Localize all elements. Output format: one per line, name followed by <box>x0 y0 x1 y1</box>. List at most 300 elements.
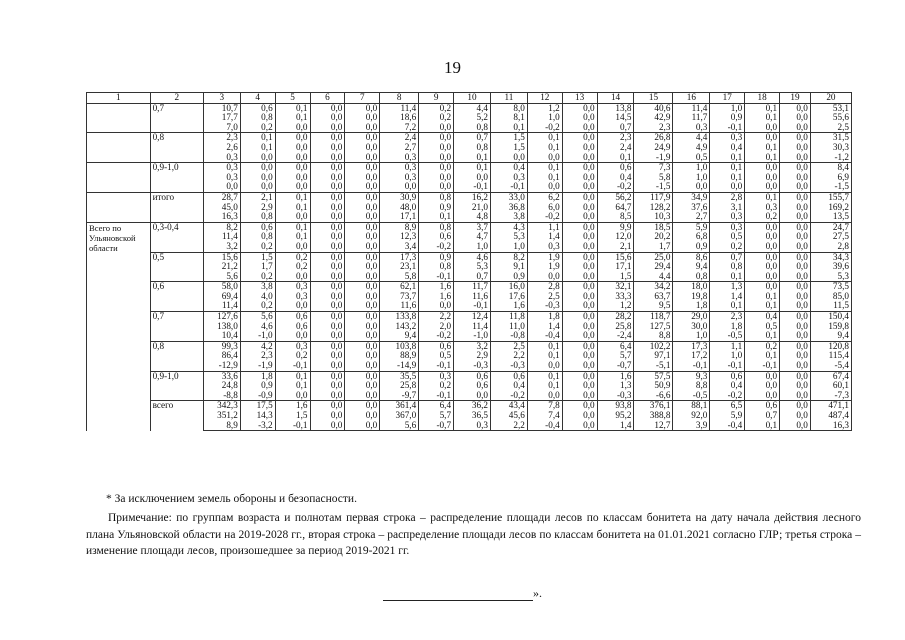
table-cell: 0,4 <box>490 163 527 173</box>
table-cell: 0,1 <box>275 203 310 213</box>
table-cell: 0,1 <box>745 153 780 163</box>
table-cell: 0,0 <box>345 222 380 232</box>
table-cell: 0,6 <box>419 232 454 242</box>
table-cell: 0,3 <box>745 203 780 213</box>
table-cell: 487,4 <box>810 411 851 421</box>
table-cell: 17,1 <box>597 262 634 272</box>
table-cell: 11,8 <box>490 312 527 322</box>
table-row <box>87 133 852 143</box>
table-cell: 5,3 <box>454 262 491 272</box>
table-cell: 0,0 <box>780 192 811 202</box>
table-cell: 0,3 <box>419 371 454 381</box>
table-cell: -0,4 <box>527 421 562 431</box>
table-cell: 2,0 <box>419 322 454 332</box>
table-cell: 0,6 <box>454 371 491 381</box>
table-cell: 0,0 <box>562 351 597 361</box>
table-cell: 35,5 <box>380 371 419 381</box>
table-cell: 0,0 <box>310 123 345 133</box>
table-cell: 0,0 <box>310 262 345 272</box>
region-cell <box>87 153 151 163</box>
table-cell: 0,0 <box>562 312 597 322</box>
column-header: 14 <box>597 93 634 104</box>
table-cell: -0,1 <box>275 361 310 371</box>
table-cell: 0,0 <box>780 163 811 173</box>
table-cell: 0,0 <box>780 252 811 262</box>
table-cell: 0,0 <box>419 163 454 173</box>
table-cell: -0,2 <box>490 391 527 401</box>
table-cell: 7,4 <box>527 411 562 421</box>
table-cell: 18,6 <box>380 113 419 123</box>
table-cell: 0,0 <box>345 262 380 272</box>
table-cell: 0,1 <box>745 331 780 341</box>
table-cell: 0,2 <box>275 262 310 272</box>
table-cell: 25,8 <box>597 322 634 332</box>
table-cell: 351,2 <box>203 411 240 421</box>
table-cell: 18,5 <box>634 222 673 232</box>
table-cell: 10,3 <box>634 212 673 222</box>
table-cell: 0,8 <box>454 143 491 153</box>
table-cell: 0,6 <box>745 401 780 411</box>
table-cell: 53,1 <box>810 103 851 113</box>
table-cell: 0,0 <box>419 173 454 183</box>
region-cell <box>87 143 151 153</box>
table-cell: 471,1 <box>810 401 851 411</box>
table-cell: 0,0 <box>275 133 310 143</box>
table-cell: 1,0 <box>710 351 745 361</box>
table-cell: 0,0 <box>310 322 345 332</box>
group-label: итого <box>150 192 203 222</box>
table-cell: 0,0 <box>562 272 597 282</box>
table-cell: -0,1 <box>673 361 710 371</box>
table-cell: 0,0 <box>562 182 597 192</box>
table-cell: 0,0 <box>275 163 310 173</box>
table-cell: 0,0 <box>345 153 380 163</box>
table-cell: -0,1 <box>419 391 454 401</box>
table-cell: 0,0 <box>562 421 597 431</box>
table-cell: 3,2 <box>203 242 240 252</box>
table-cell: 0,0 <box>780 242 811 252</box>
table-cell: 42,9 <box>634 113 673 123</box>
table-cell: 17,5 <box>240 401 275 411</box>
table-cell: 0,0 <box>562 232 597 242</box>
column-header: 6 <box>310 93 345 104</box>
table-cell: 0,0 <box>745 381 780 391</box>
table-cell: 0,0 <box>780 143 811 153</box>
table-cell: 5,9 <box>710 411 745 421</box>
table-cell: 8,0 <box>490 103 527 113</box>
table-cell: 9,5 <box>634 301 673 311</box>
region-label: Всего по Ульяновской области <box>87 222 151 430</box>
table-cell: 50,9 <box>634 381 673 391</box>
table-cell: 21,0 <box>454 203 491 213</box>
table-cell: 0,0 <box>562 222 597 232</box>
table-cell: 0,0 <box>562 341 597 351</box>
table-cell: -0,3 <box>454 361 491 371</box>
table-cell: 0,0 <box>780 292 811 302</box>
table-cell: 0,0 <box>527 272 562 282</box>
table-cell: -0,9 <box>240 391 275 401</box>
table-cell: 0,0 <box>310 103 345 113</box>
table-cell: 73,7 <box>380 292 419 302</box>
table-cell: 0,0 <box>275 242 310 252</box>
table-cell: 0,0 <box>310 192 345 202</box>
table-cell: 0,0 <box>275 272 310 282</box>
column-header: 7 <box>345 93 380 104</box>
table-cell: 8,2 <box>490 252 527 262</box>
table-cell: 0,0 <box>345 341 380 351</box>
table-cell: 128,2 <box>634 203 673 213</box>
table-cell: 0,2 <box>710 242 745 252</box>
table-cell: 14,3 <box>240 411 275 421</box>
table-cell: 0,0 <box>780 203 811 213</box>
table-cell: 1,8 <box>240 371 275 381</box>
table-cell: 0,0 <box>562 322 597 332</box>
table-cell: 0,0 <box>310 252 345 262</box>
table-cell: 12,0 <box>597 232 634 242</box>
table-cell: 138,0 <box>203 322 240 332</box>
table-cell: 40,6 <box>634 103 673 113</box>
table-cell: 2,2 <box>490 351 527 361</box>
table-cell: 0,0 <box>419 153 454 163</box>
table-cell: 0,2 <box>275 252 310 262</box>
table-cell: 0,0 <box>780 361 811 371</box>
table-cell: 0,0 <box>275 153 310 163</box>
table-cell: 0,0 <box>562 153 597 163</box>
table-cell: 27,5 <box>810 232 851 242</box>
table-cell: 0,0 <box>745 282 780 292</box>
table-cell: 0,0 <box>780 421 811 431</box>
table-cell: 0,0 <box>345 322 380 332</box>
table-cell: 62,1 <box>380 282 419 292</box>
table-cell: 0,0 <box>240 163 275 173</box>
table-cell: 0,0 <box>780 113 811 123</box>
table-cell: 9,9 <box>597 222 634 232</box>
column-header: 1 <box>87 93 151 104</box>
table-cell: 8,2 <box>203 222 240 232</box>
table-cell: 0,5 <box>710 232 745 242</box>
table-cell: 0,8 <box>454 123 491 133</box>
table-cell: 0,0 <box>345 123 380 133</box>
table-cell: 0,6 <box>275 312 310 322</box>
table-cell: 0,0 <box>745 391 780 401</box>
table-cell: -5,4 <box>810 361 851 371</box>
table-cell: 0,1 <box>527 371 562 381</box>
table-cell: 4,6 <box>454 252 491 262</box>
table-cell: 0,0 <box>240 182 275 192</box>
table-cell: 0,0 <box>745 123 780 133</box>
table-cell: 0,3 <box>203 163 240 173</box>
table-cell: 1,7 <box>240 262 275 272</box>
table-cell: 0,5 <box>745 322 780 332</box>
table-cell: 0,0 <box>310 361 345 371</box>
table-cell: 0,1 <box>745 143 780 153</box>
table-cell: -6,6 <box>634 391 673 401</box>
table-cell: 0,4 <box>745 312 780 322</box>
table-cell: 0,0 <box>562 143 597 153</box>
table-cell: 5,3 <box>490 232 527 242</box>
table-cell: 1,0 <box>673 331 710 341</box>
table-cell: 1,0 <box>673 173 710 183</box>
table-cell: 0,6 <box>597 163 634 173</box>
table-cell: 0,0 <box>780 322 811 332</box>
table-row <box>87 103 852 113</box>
table-cell: 1,6 <box>275 401 310 411</box>
table-cell: 13,5 <box>810 212 851 222</box>
table-cell: 5,6 <box>380 421 419 431</box>
table-cell: 15,6 <box>597 252 634 262</box>
signature-line <box>383 590 533 601</box>
table-cell: 0,0 <box>780 331 811 341</box>
table-cell: 0,0 <box>345 212 380 222</box>
table-cell: 57,5 <box>634 371 673 381</box>
table-cell: 5,7 <box>419 411 454 421</box>
table-row <box>87 282 852 292</box>
table-cell: 93,8 <box>597 401 634 411</box>
table-cell: 4,2 <box>240 341 275 351</box>
table-cell: 0,1 <box>275 222 310 232</box>
table-cell: -2,4 <box>597 331 634 341</box>
group-label: 0,9-1,0 <box>150 163 203 193</box>
table-cell: 115,4 <box>810 351 851 361</box>
table-cell: 0,7 <box>597 123 634 133</box>
table-cell: 0,2 <box>419 381 454 391</box>
table-cell: 1,0 <box>454 242 491 252</box>
table-cell: 0,0 <box>745 133 780 143</box>
table-cell: 0,0 <box>345 282 380 292</box>
table-cell: 2,3 <box>634 123 673 133</box>
table-cell: 0,1 <box>710 272 745 282</box>
table-cell: 16,0 <box>490 282 527 292</box>
table-cell: 33,6 <box>203 371 240 381</box>
table-cell: -0,4 <box>527 331 562 341</box>
table-cell: 0,0 <box>310 133 345 143</box>
table-cell: -0,3 <box>490 361 527 371</box>
table-cell: 0,0 <box>310 113 345 123</box>
table-cell: -0,1 <box>710 123 745 133</box>
table-cell: 0,6 <box>275 322 310 332</box>
table-cell: 3,8 <box>490 212 527 222</box>
table-cell: 7,8 <box>527 401 562 411</box>
table-cell: 0,0 <box>780 301 811 311</box>
table-cell: 0,0 <box>527 361 562 371</box>
table-cell: 3,7 <box>454 222 491 232</box>
table-cell: 0,0 <box>780 103 811 113</box>
table-cell: 16,2 <box>454 192 491 202</box>
page-number: 19 <box>444 58 461 77</box>
table-cell: 1,0 <box>710 103 745 113</box>
table-cell: 0,6 <box>240 222 275 232</box>
table-cell: 1,0 <box>527 113 562 123</box>
table-cell: -0,7 <box>419 421 454 431</box>
table-cell: 0,0 <box>310 331 345 341</box>
column-header: 4 <box>240 93 275 104</box>
table-cell: 0,8 <box>673 272 710 282</box>
table-cell: 1,8 <box>710 322 745 332</box>
table-row <box>87 192 852 202</box>
table-cell: 0,0 <box>780 153 811 163</box>
table-cell: 0,9 <box>673 242 710 252</box>
table-cell: 0,0 <box>419 133 454 143</box>
table-cell: 17,6 <box>490 292 527 302</box>
table-cell: 1,6 <box>490 301 527 311</box>
table-cell: 0,1 <box>710 163 745 173</box>
table-cell: 17,2 <box>673 351 710 361</box>
table-cell: 0,0 <box>780 232 811 242</box>
table-cell: 0,0 <box>745 242 780 252</box>
table-cell: 0,0 <box>562 411 597 421</box>
table-cell: 0,8 <box>710 262 745 272</box>
table-cell: 0,1 <box>275 232 310 242</box>
table-cell: 117,9 <box>634 192 673 202</box>
table-cell: 0,1 <box>527 351 562 361</box>
table-cell: -0,1 <box>710 361 745 371</box>
table-cell: 103,8 <box>380 341 419 351</box>
table-cell: 0,0 <box>310 232 345 242</box>
table-cell: 26,8 <box>634 133 673 143</box>
table-cell: 8,9 <box>203 421 240 431</box>
region-cell <box>87 133 151 143</box>
table-cell: 0,0 <box>345 252 380 262</box>
group-label: 0,3-0,4 <box>150 222 203 252</box>
table-cell: 18,0 <box>673 282 710 292</box>
table-cell: 2,3 <box>710 312 745 322</box>
table-cell: -0,5 <box>673 391 710 401</box>
table-cell: 0,7 <box>454 272 491 282</box>
table-cell: 0,0 <box>203 182 240 192</box>
table-cell: -1,0 <box>454 331 491 341</box>
table-cell: 376,1 <box>634 401 673 411</box>
column-header: 12 <box>527 93 562 104</box>
table-cell: 2,3 <box>203 133 240 143</box>
table-cell: 0,2 <box>240 123 275 133</box>
table-cell: 0,0 <box>345 113 380 123</box>
table-cell: 11,4 <box>454 322 491 332</box>
table-cell: 0,7 <box>454 133 491 143</box>
table-cell: 0,0 <box>310 351 345 361</box>
table-cell: 17,1 <box>380 212 419 222</box>
table-cell: -0,1 <box>745 361 780 371</box>
table-header-row <box>87 93 852 104</box>
table-cell: 1,1 <box>527 222 562 232</box>
table-cell: 7,2 <box>380 123 419 133</box>
table-cell: 5,3 <box>810 272 851 282</box>
table-cell: 48,0 <box>380 203 419 213</box>
table-cell: 0,0 <box>780 182 811 192</box>
table-cell: 0,0 <box>275 173 310 183</box>
table-cell: -0,8 <box>490 331 527 341</box>
table-cell: 2,3 <box>597 133 634 143</box>
table-cell: -3,2 <box>240 421 275 431</box>
table-cell: 0,0 <box>275 301 310 311</box>
table-cell: -0,3 <box>527 301 562 311</box>
column-header: 10 <box>454 93 491 104</box>
table-cell: 0,1 <box>490 123 527 133</box>
table-cell: 5,8 <box>380 272 419 282</box>
table-cell: -1,9 <box>634 153 673 163</box>
table-cell: 0,0 <box>562 103 597 113</box>
table-cell: 0,0 <box>780 173 811 183</box>
table-cell: 2,9 <box>240 203 275 213</box>
table-cell: 0,3 <box>203 153 240 163</box>
table-cell: 1,5 <box>240 252 275 262</box>
table-cell: 5,8 <box>634 173 673 183</box>
table-cell: 11,6 <box>454 292 491 302</box>
table-cell: 21,2 <box>203 262 240 272</box>
table-cell: 133,8 <box>380 312 419 322</box>
table-cell: 5,2 <box>454 113 491 123</box>
table-cell: 0,0 <box>562 401 597 411</box>
table-cell: 0,0 <box>562 123 597 133</box>
table-cell: 150,4 <box>810 312 851 322</box>
table-cell: 34,3 <box>810 252 851 262</box>
table-cell: 6,4 <box>419 401 454 411</box>
table-cell: 0,0 <box>345 163 380 173</box>
table-cell: 1,5 <box>275 411 310 421</box>
table-cell: 0,0 <box>310 222 345 232</box>
table-cell: 43,4 <box>490 401 527 411</box>
table-cell: 2,2 <box>419 312 454 322</box>
table-cell: 0,0 <box>780 272 811 282</box>
region-cell <box>87 182 151 192</box>
table-cell: -0,2 <box>597 182 634 192</box>
table-cell: 0,5 <box>673 153 710 163</box>
table-cell: 0,0 <box>345 361 380 371</box>
table-cell: 0,0 <box>745 252 780 262</box>
table-cell: 8,1 <box>490 113 527 123</box>
table-cell: 0,0 <box>562 192 597 202</box>
table-cell: 33,0 <box>490 192 527 202</box>
table-cell: 29,0 <box>673 312 710 322</box>
group-label: 0,5 <box>150 252 203 282</box>
table-cell: 11,7 <box>673 113 710 123</box>
table-cell: 0,1 <box>710 173 745 183</box>
table-cell: 30,3 <box>810 143 851 153</box>
table-cell: 3,8 <box>240 282 275 292</box>
table-cell: 0,1 <box>240 133 275 143</box>
table-row <box>87 163 852 173</box>
table-cell: 2,2 <box>490 421 527 431</box>
table-cell: 36,8 <box>490 203 527 213</box>
table-cell: 0,0 <box>780 391 811 401</box>
column-header: 13 <box>562 93 597 104</box>
column-header: 3 <box>203 93 240 104</box>
table-cell: 64,7 <box>597 203 634 213</box>
table-cell: 11,0 <box>490 322 527 332</box>
table-cell: 0,0 <box>780 282 811 292</box>
table-cell: 2,1 <box>240 192 275 202</box>
table-cell: 0,0 <box>345 242 380 252</box>
table-cell: -0,2 <box>419 331 454 341</box>
table-cell: 9,4 <box>810 331 851 341</box>
table-cell: 9,4 <box>380 331 419 341</box>
column-header: 9 <box>419 93 454 104</box>
table-cell: 1,8 <box>527 312 562 322</box>
table-cell: 0,0 <box>745 163 780 173</box>
table-cell: 0,3 <box>527 242 562 252</box>
table-cell: 1,9 <box>527 252 562 262</box>
table-cell: 0,0 <box>562 163 597 173</box>
table-cell: 0,0 <box>562 331 597 341</box>
table-cell: 0,2 <box>745 341 780 351</box>
table-cell: 118,7 <box>634 312 673 322</box>
table-cell: 0,3 <box>710 212 745 222</box>
table-cell: 0,3 <box>380 163 419 173</box>
table-cell: 1,7 <box>634 242 673 252</box>
column-header: 19 <box>780 93 811 104</box>
table-cell: 0,9 <box>490 272 527 282</box>
table-cell: 63,7 <box>634 292 673 302</box>
table-cell: 0,3 <box>490 173 527 183</box>
